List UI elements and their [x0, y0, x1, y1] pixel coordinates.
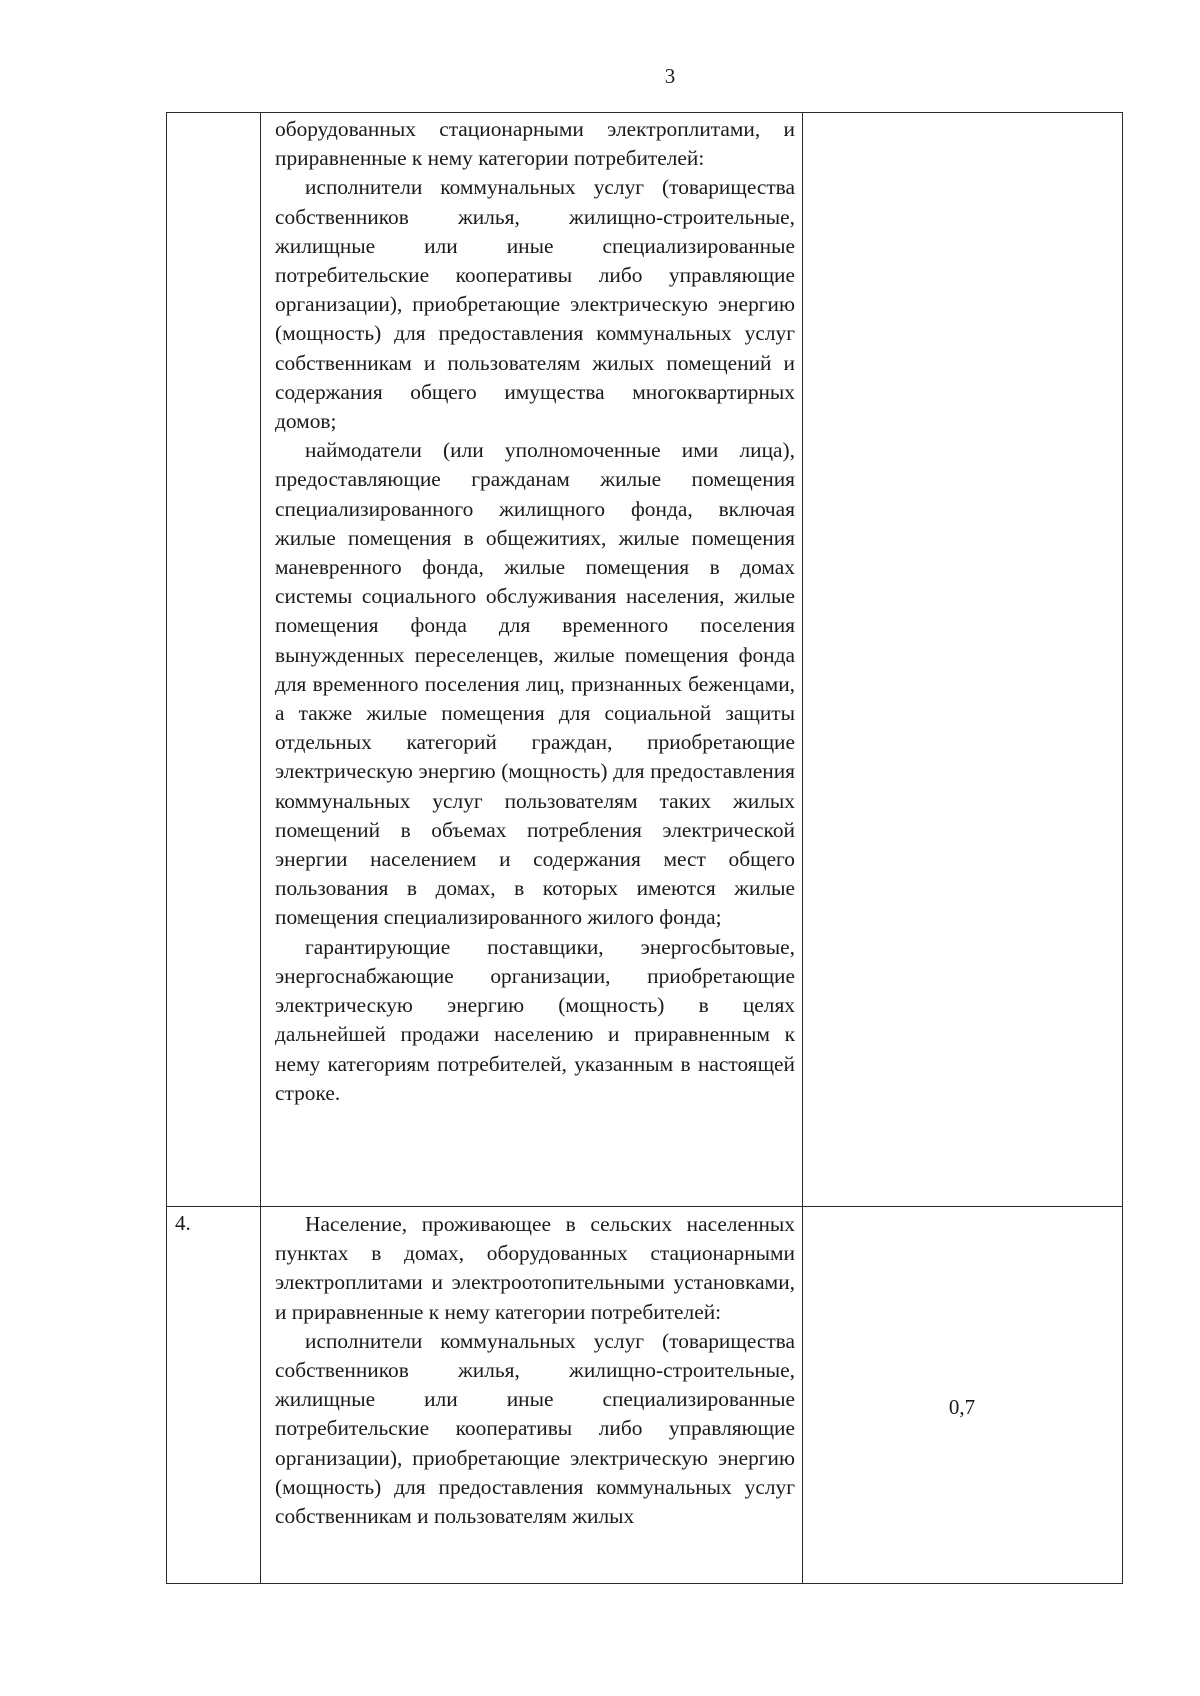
paragraph: гарантирующие поставщики, энергосбытовые, энергоснабжающие организации, приобретающие электрическую энергию (мощность) в целях дальнейшей продажи населению и приравненным к нему категориям потребителей, указанным в настоящей строке.: [275, 934, 795, 1105]
row-description: [275, 115, 795, 1108]
paragraph: оборудованных стационарными электроплитами, и приравненные к нему категории потребителей:: [275, 117, 795, 171]
row-description: [275, 1210, 795, 1531]
row-number: 4.: [175, 1211, 191, 1235]
row-divider: [167, 1206, 1122, 1207]
row-value: 0,7: [948, 1395, 976, 1419]
paragraph: Население, проживающее в сельских населенных пунктах в домах, оборудованных стационарными электроплитами и электроотопительными установками, и приравненные к нему категории потребителей:: [275, 1212, 795, 1324]
column-divider-1: [260, 113, 261, 1583]
column-divider-2: [802, 113, 803, 1583]
page-number: 3: [664, 64, 676, 88]
tariff-table: [166, 112, 1123, 1584]
paragraph: исполнители коммунальных услуг (товарищества собственников жилья, жилищно-строительные, жилищные или иные специализированные потребительские кооперативы либо управляющие организации), приобретающие электрическую энергию (мощность) для предоставления коммунальных услуг собственникам и пользователям жилых помещений и содержания общего имущества многоквартирных домов;: [275, 175, 795, 434]
paragraph: наймодатели (или уполномоченные ими лица), предоставляющие гражданам жилые помещения специализированного жилищного фонда, включая жилые помещения в общежитиях, жилые помещения маневренного фонда, жилые помещения в домах системы социального обслуживания населения, жилые помещения фонда для временного поселения вынужденных переселенцев, жилые помещения фонда для временного поселения лиц, признанных беженцами, а также жилые помещения для социальной защиты отдельных категорий граждан, приобретающие электрическую энергию (мощность) для предоставления коммунальных услуг пользователям таких жилых помещений в объемах потребления электрической энергии населением и содержания мест общего пользования в домах, в которых имеются жилые помещения специализированного жилого фонда;: [275, 438, 795, 930]
paragraph: исполнители коммунальных услуг (товарищества собственников жилья, жилищно-строительные, жилищные или иные специализированные потребительские кооперативы либо управляющие организации), приобретающие электрическую энергию (мощность) для предоставления коммунальных услуг собственникам и пользователям жилых: [275, 1328, 795, 1529]
